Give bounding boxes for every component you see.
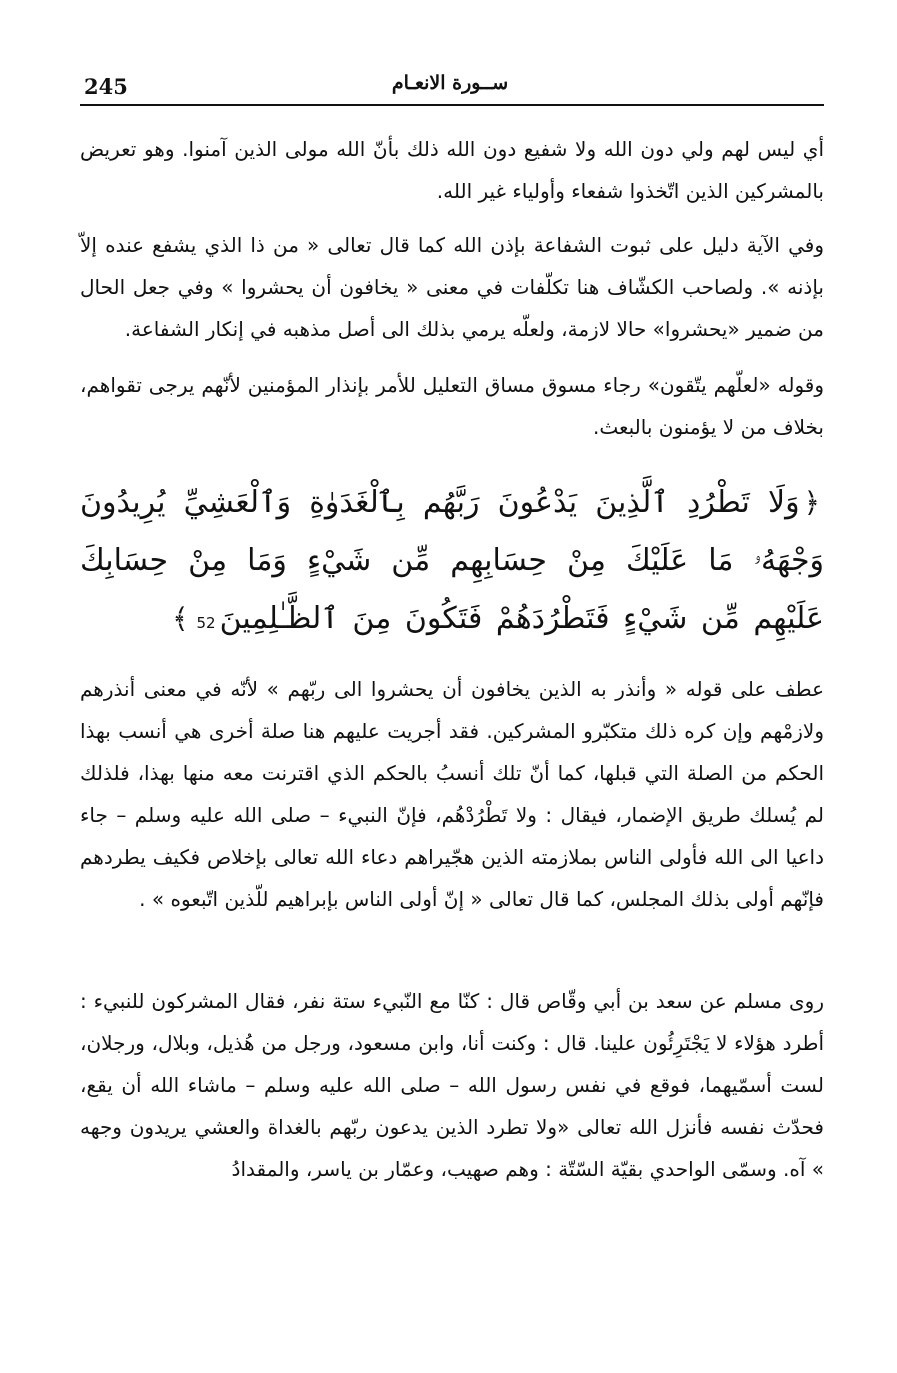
quran-verse	[80, 474, 824, 652]
commentary-block-4	[80, 668, 824, 920]
commentary-block-1	[80, 128, 824, 212]
commentary-block-5	[80, 980, 824, 1190]
verse-close-ornament: ﴾	[172, 602, 189, 635]
paragraph: وفي الآية دليل على ثبوت الشفاعة بإذن الله كما قال تعالى « من ذا الذي يشفع عنده إلاّ بإذنه ». ولصاحب الكشّاف هنا تكلّفات في معنى « يخافون أن يحشروا » وفي جعل الحال من ضمير «يحشروا» حالا لازمة، ولعلّه يرمي بذلك الى أصل مذهبه في إنكار الشفاعة.	[80, 233, 824, 341]
verse-number: 52	[196, 614, 216, 632]
paragraph: وقوله «لعلّهم يتّقون» رجاء مسوق مساق التعليل للأمر بإنذار المؤمنين لأنّهم يرجى تقواهم، بخلاف من لا يؤمنون بالبعث.	[80, 373, 824, 439]
paragraph: روى مسلم عن سعد بن أبي وقّاص قال : كنّا مع النّبيء ستة نفر، فقال المشركون للنبيء : أطرد هؤلاء لا يَجْتَرِئُون علينا. قال : وكنت أنا، وابن مسعود، ورجل من هُذيل، وبلال، ورجلان، لست أسمّيهما، فوقع في نفس رسول الله – صلى الله عليه وسلم – ماشاء الله أن يقع، فحدّث نفسه فأنزل الله تعالى «ولا تطرد الذين يدعون ربّهم بالغداة والعشي يريدون وجهه » آه. وسمّى الواحدي بقيّة السّتّة : وهم صهيب، وعمّار بن ياسر، والمقدادُ	[80, 989, 824, 1181]
paragraph: عطف على قوله « وأنذر به الذين يخافون أن يحشروا الى ربّهم » لأنّه في معنى أنذرهم ولازمْهم وإن كره ذلك متكبّرو المشركين. فقد أجريت عليهم هنا صلة أخرى هي أنسب بهذا الحكم من الصلة التي قبلها، كما أنّ تلك أنسبُ بالحكم الذي اقترنت معه منها بهذا، فلذلك لم يُسلك طريق الإضمار، فيقال : ولا تَطْرُدْهُم، فإنّ النبيء – صلى الله عليه وسلم – جاء داعيا الى الله فأولى الناس بملازمته الذين هجّيراهم دعاء الله تعالى بإخلاص فكيف يطردهم فإنّهم أولى بذلك المجلس، كما قال تعالى « إنّ أولى الناس بإبراهيم للّذين اتّبعوه » .	[80, 677, 824, 911]
page-header	[80, 70, 824, 106]
commentary-block-3	[80, 364, 824, 448]
running-title: ســورة الانعـام	[391, 72, 509, 94]
verse-text: وَلَا تَطْرُدِ ٱلَّذِينَ يَدْعُونَ رَبَّهُم بِٱلْغَدَوٰةِ وَٱلْعَشِيِّ يُرِيدُونَ وَجْهَهُۥ مَا عَلَيْكَ مِنْ حِسَابِهِم مِّن شَيْءٍ وَمَا مِنْ حِسَابِكَ عَلَيْهِم مِّن شَيْءٍ فَتَطْرُدَهُمْ فَتَكُونَ مِنَ ٱلظَّـٰلِمِينَ	[80, 485, 824, 636]
page-number: 245	[84, 74, 128, 99]
verse-open-ornament: ﴿	[803, 486, 820, 519]
paragraph: أي ليس لهم ولي دون الله ولا شفيع دون الله ذلك بأنّ الله مولى الذين آمنوا. وهو تعريض بالمشركين الذين اتّخذوا شفعاء وأولياء غير الله.	[80, 137, 824, 203]
commentary-block-2	[80, 224, 824, 350]
